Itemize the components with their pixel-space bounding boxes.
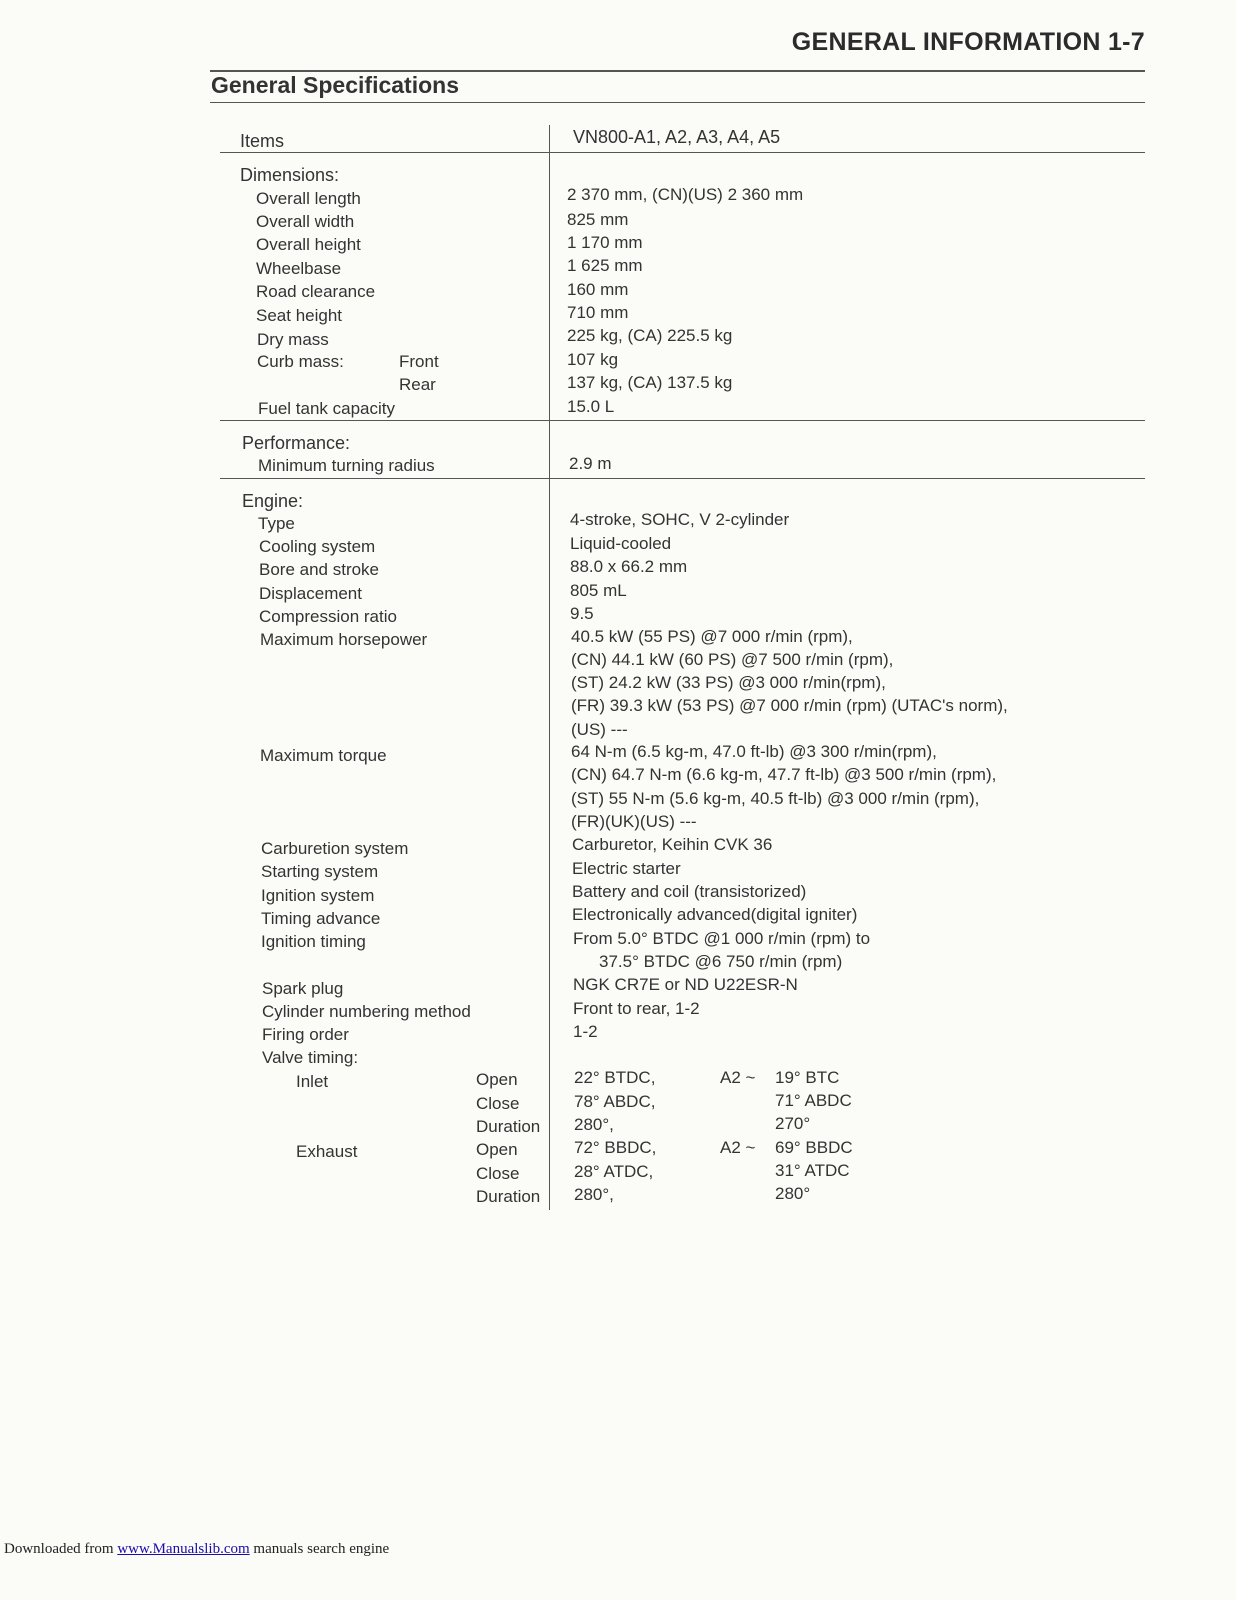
overall-height-label: Overall height — [256, 235, 361, 254]
horsepower-line: (ST) 24.2 kW (33 PS) @3 000 r/min(rpm), — [571, 673, 886, 692]
inlet-label: Inlet — [296, 1072, 329, 1091]
curb-mass-rear-label: Rear — [399, 375, 436, 394]
performance-end-rule — [220, 478, 1145, 479]
carburetion-label: Carburetion system — [261, 839, 409, 858]
ignition-timing-line: 37.5° BTDC @6 750 r/min (rpm) — [599, 952, 843, 971]
exhaust-open-a2-prefix: A2 ~ — [720, 1138, 756, 1157]
dry-mass-label: Dry mass — [257, 330, 329, 349]
exhaust-open-label: Open — [476, 1140, 518, 1159]
exhaust-close-label: Close — [476, 1164, 520, 1183]
inlet-duration-value: 280°, — [574, 1115, 614, 1134]
displacement-label: Displacement — [259, 584, 362, 603]
fuel-tank-value: 15.0 L — [567, 397, 615, 416]
ignition-value: Battery and coil (transistorized) — [572, 882, 807, 901]
exhaust-duration-a2-value: 280° — [775, 1184, 811, 1203]
torque-line: 64 N-m (6.5 kg-m, 47.0 ft-lb) @3 300 r/min(rpm), — [571, 742, 937, 761]
bore-stroke-value: 88.0 x 66.2 mm — [570, 557, 688, 576]
inlet-duration-label: Duration — [476, 1117, 541, 1136]
manualslib-link[interactable]: www.Manualslib.com — [117, 1541, 250, 1557]
inlet-close-value: 78° ABDC, — [574, 1092, 656, 1111]
engine-heading: Engine: — [242, 491, 304, 511]
exhaust-close-a2-value: 31° ATDC — [775, 1161, 850, 1180]
valve-timing-label: Valve timing: — [262, 1048, 359, 1067]
starting-label: Starting system — [261, 862, 379, 881]
exhaust-close-value: 28° ATDC, — [574, 1162, 654, 1181]
timing-advance-label: Timing advance — [261, 909, 381, 928]
ignition-timing-label: Ignition timing — [261, 932, 366, 951]
column-header-models: VN800-A1, A2, A3, A4, A5 — [573, 127, 781, 147]
exhaust-open-value: 72° BBDC, — [574, 1138, 657, 1157]
curb-mass-front-label: Front — [399, 352, 439, 371]
turning-radius-value: 2.9 m — [569, 454, 612, 473]
inlet-close-label: Close — [476, 1094, 520, 1113]
performance-heading: Performance: — [242, 433, 351, 453]
section-title: General Specifications — [211, 72, 459, 98]
seat-height-label: Seat height — [256, 306, 343, 325]
overall-width-label: Overall width — [256, 212, 355, 231]
exhaust-label: Exhaust — [296, 1142, 358, 1161]
column-divider — [549, 125, 550, 1210]
exhaust-open-a2-value: 69° BBDC — [775, 1138, 853, 1157]
horsepower-label: Maximum horsepower — [260, 630, 428, 649]
curb-mass-front-value: 107 kg — [567, 350, 619, 369]
horsepower-line: (US) --- — [571, 720, 628, 739]
horsepower-line: 40.5 kW (55 PS) @7 000 r/min (rpm), — [571, 627, 853, 646]
overall-width-value: 825 mm — [567, 210, 629, 229]
dry-mass-value: 225 kg, (CA) 225.5 kg — [567, 326, 733, 345]
compression-value: 9.5 — [570, 604, 594, 623]
horsepower-line: (CN) 44.1 kW (60 PS) @7 500 r/min (rpm), — [571, 650, 894, 669]
inlet-open-value: 22° BTDC, — [574, 1068, 656, 1087]
section-divider — [210, 102, 1145, 103]
starting-value: Electric starter — [572, 859, 681, 878]
displacement-value: 805 mL — [570, 581, 627, 600]
inlet-close-a2-value: 71° ABDC — [775, 1091, 852, 1110]
cylinder-numbering-value: Front to rear, 1-2 — [573, 999, 700, 1018]
exhaust-duration-label: Duration — [476, 1187, 541, 1206]
spark-plug-value: NGK CR7E or ND U22ESR-N — [573, 975, 798, 994]
carburetion-value: Carburetor, Keihin CVK 36 — [572, 835, 773, 854]
footer-suffix: manuals search engine — [253, 1541, 390, 1557]
overall-height-value: 1 170 mm — [567, 233, 643, 252]
engine-type-label: Type — [258, 514, 295, 533]
page-title: GENERAL INFORMATION 1-7 — [791, 28, 1145, 56]
header-row-rule — [220, 152, 1145, 153]
footer-prefix: Downloaded from — [4, 1541, 114, 1557]
inlet-duration-a2-value: 270° — [775, 1114, 811, 1133]
road-clearance-label: Road clearance — [256, 282, 376, 301]
timing-advance-value: Electronically advanced(digital igniter) — [572, 905, 858, 924]
spark-plug-label: Spark plug — [262, 979, 344, 998]
inlet-open-label: Open — [476, 1070, 518, 1089]
curb-mass-rear-value: 137 kg, (CA) 137.5 kg — [567, 373, 733, 392]
seat-height-value: 710 mm — [567, 303, 629, 322]
inlet-open-a2-prefix: A2 ~ — [720, 1068, 756, 1087]
cylinder-numbering-label: Cylinder numbering method — [262, 1002, 471, 1021]
page-header — [210, 26, 1145, 72]
wheelbase-label: Wheelbase — [256, 259, 342, 278]
overall-length-value: 2 370 mm, (CN)(US) 2 360 mm — [567, 185, 804, 204]
firing-order-value: 1-2 — [573, 1022, 598, 1041]
download-footer — [4, 1541, 389, 1558]
torque-line: (CN) 64.7 N-m (6.6 kg-m, 47.7 ft-lb) @3 500 r/min (rpm), — [571, 765, 997, 784]
ignition-label: Ignition system — [261, 886, 375, 905]
ignition-timing-line: From 5.0° BTDC @1 000 r/min (rpm) to — [573, 929, 871, 948]
road-clearance-value: 160 mm — [567, 280, 629, 299]
torque-line: (FR)(UK)(US) --- — [571, 812, 697, 831]
engine-type-value: 4-stroke, SOHC, V 2-cylinder — [570, 510, 790, 529]
turning-radius-label: Minimum turning radius — [258, 456, 435, 475]
firing-order-label: Firing order — [262, 1025, 349, 1044]
cooling-value: Liquid-cooled — [570, 534, 672, 553]
fuel-tank-label: Fuel tank capacity — [258, 399, 396, 418]
dimensions-end-rule — [220, 420, 1145, 421]
overall-length-label: Overall length — [256, 189, 361, 208]
curb-mass-label: Curb mass: — [257, 352, 344, 371]
bore-stroke-label: Bore and stroke — [259, 560, 380, 579]
horsepower-line: (FR) 39.3 kW (53 PS) @7 000 r/min (rpm) (UTAC's norm), — [571, 696, 1008, 715]
torque-line: (ST) 55 N-m (5.6 kg-m, 40.5 ft-lb) @3 000 r/min (rpm), — [571, 789, 980, 808]
compression-label: Compression ratio — [259, 607, 397, 626]
inlet-open-a2-value: 19° BTC — [775, 1068, 840, 1087]
exhaust-duration-value: 280°, — [574, 1185, 614, 1204]
dimensions-heading: Dimensions: — [240, 165, 340, 185]
column-header-items: Items — [240, 131, 285, 151]
torque-label: Maximum torque — [260, 746, 387, 765]
cooling-label: Cooling system — [259, 537, 376, 556]
wheelbase-value: 1 625 mm — [567, 256, 643, 275]
